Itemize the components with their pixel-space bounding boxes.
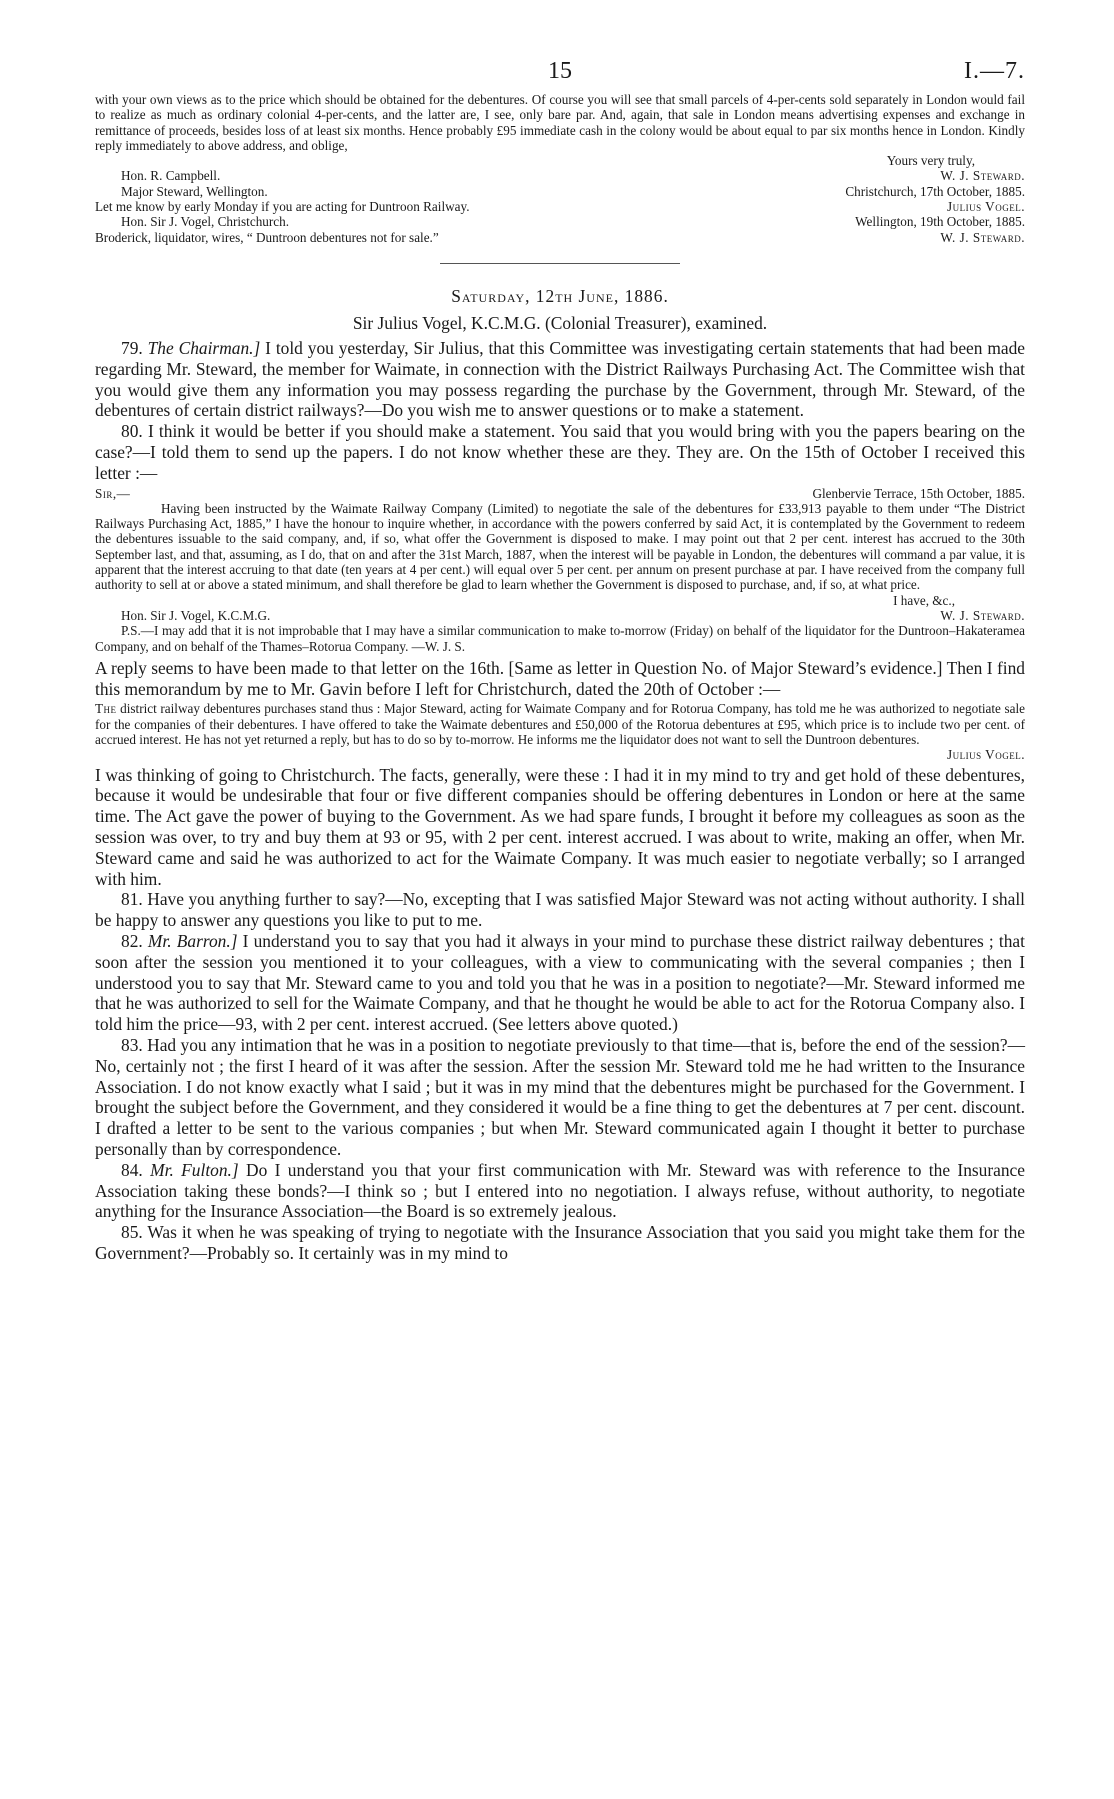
session-date: Saturday, 12th June, 1886. bbox=[451, 285, 669, 306]
letter-body: Having been instructed by the Waimate Railway Company (Limited) to negotiate the sale of the debentures for £33,913 payable to them under “The District Railways Purchasing Act, 1885,” I have the honour to inquire whether, in accordance with the powers conferred by said Act, it is contemplated by the Government to redeem the debentures issuable to the said company, and, if so, what offer the Government is disposed to make. I may point out that 2 per cent. interest has accrued to the 30th September last, and that, assuming, as I do, that on and after the 31st March, 1887, when the interest will be payable in London, the debentures will command a par value, it is apparent that the interest accruing to that date (ten years at 4 per cent.) will equal over 5 per cent. per annum on present purchase at par. I have received from the company full authority to sell at or above a stated minimum, and shall therefore be glad to learn whether the Government is disposed to purchase, and, if so, at what price. bbox=[95, 500, 1025, 593]
question-number: 84. bbox=[121, 1159, 143, 1180]
speaker: Mr. Barron.] bbox=[147, 930, 238, 951]
reply-paragraph: A reply seems to have been made to that letter on the 16th. [Same as letter in Question No. of Major Steward’s evidence.] Then I find this memorandum by me to Mr. Gavin before I left for Christchurch, dated the 20th of October :— bbox=[95, 657, 1025, 699]
question-number: 83. bbox=[121, 1034, 143, 1055]
question-text: Had you any intimation that he was in a position to negotiate previously to that time—that is, before the end of the session?—No, certainly not ; the first I heard of it was after the session. After the session Mr. Steward told me he had written to the Insurance Association. I do not know exactly what I said ; but it was in my mind that the debentures might be purchased for the Government. I brought the subject before the Government, and they considered it would be a fine thing to get the debentures at 7 per cent. discount. I drafted a letter to be sent to the various companies ; but when Mr. Steward communicated again I thought it better to purchase personally than by correspondence. bbox=[95, 1034, 1025, 1159]
question-text: I think it would be better if you should make a statement. You said that you would bring with you the papers bearing on the case?—I told them to send up the papers. I do not know whether these are they. They are. On the 15th of October I received this letter :— bbox=[95, 421, 1026, 483]
salutation: Sir,— bbox=[95, 485, 131, 501]
memo-body bbox=[95, 701, 1025, 747]
memorandum bbox=[95, 701, 1025, 762]
question-text: I understand you to say that you had it always in your mind to purchase these district railway debentures ; that soon after the session you mentioned it to your colleagues, with a view to communicating with the several companies ; then I understood you to say that Mr. Steward came to you and told you that he was in a position to negotiate?—Mr. Steward informed me that he was authorized to sell for the Waimate Company, and that he thought he would be able to act for the Rotorua Company also. I told him the price—93, with 2 per cent. interest accrued. (See letters above quoted.) bbox=[95, 930, 1025, 1035]
signature: W. J. Steward. bbox=[940, 607, 1025, 623]
document-page bbox=[95, 58, 1025, 1264]
memo-signature: Julius Vogel. bbox=[946, 747, 1025, 763]
letter-oct-15 bbox=[95, 486, 1025, 654]
page-header bbox=[95, 58, 1025, 92]
letter-closing: I have, &c., bbox=[893, 592, 955, 608]
top-letter bbox=[95, 92, 1025, 245]
addressee: Major Steward, Wellington. bbox=[121, 183, 268, 199]
telegram-line bbox=[95, 214, 1025, 229]
telegram-line bbox=[95, 184, 1025, 199]
question-text: Have you anything further to say?—No, excepting that I was satisfied Major Steward was not acting without authority. I shall be happy to answer any questions you like to put to me. bbox=[95, 889, 1025, 931]
telegram-text: Broderick, liquidator, wires, “ Duntroon debentures not for sale.” bbox=[95, 229, 439, 245]
letter-signature-line bbox=[95, 608, 1025, 623]
question-number: 85. bbox=[121, 1222, 143, 1243]
place-date: Christchurch, 17th October, 1885. bbox=[845, 183, 1025, 199]
question-82 bbox=[95, 931, 1025, 1035]
facts-paragraph: I was thinking of going to Christchurch. The facts, generally, were these : I had it in my mind to try and get hold of these debentures, because it would be undesirable that four or five different companies should be offering debentures in London or here at the same time. The Act gave the power of buying to the Government. As we had spare funds, I brought it before my colleagues as soon as the session was over, to try and buy them at 93 or 95, with 2 per cent. interest accrued. I was about to write, making an offer, when Mr. Steward came and said he was authorized to act for the Waimate Company. It was much easier to negotiate verbally; so I arranged with him. bbox=[95, 764, 1025, 889]
letter-heading bbox=[95, 486, 1025, 501]
letter-closing: Yours very truly, bbox=[886, 153, 975, 169]
question-text: I told you yesterday, Sir Julius, that this Committee was investigating certain statements that had been made regarding Mr. Steward, the member for Waimate, in connection with the District Railways Purchasing Act. The Committee wish that you would give them any information you may possess regarding the purchase by the Government, through Mr. Steward, of the debentures of certain district railways?—Do you wish me to answer questions or to make a statement. bbox=[95, 337, 1025, 421]
signature: W. J. Steward. bbox=[940, 168, 1025, 184]
question-number: 79. bbox=[121, 337, 143, 358]
signature-line bbox=[95, 168, 1025, 183]
question-number: 81. bbox=[121, 889, 143, 910]
question-79 bbox=[95, 338, 1025, 421]
question-80 bbox=[95, 421, 1025, 483]
page-number: 15 bbox=[548, 58, 572, 84]
addressee: Hon. Sir J. Vogel, K.C.M.G. bbox=[121, 607, 271, 623]
telegram-line bbox=[95, 230, 1025, 245]
document-reference: I.—7. bbox=[964, 58, 1025, 84]
addressee: Hon. Sir J. Vogel, Christchurch. bbox=[121, 214, 290, 230]
question-text: Was it when he was speaking of trying to negotiate with the Insurance Association that you said you might take them for the Government?—Probably so. It certainly was in my mind to bbox=[95, 1222, 1025, 1263]
telegram-line bbox=[95, 199, 1025, 214]
section-divider bbox=[440, 263, 680, 264]
question-text: Do I understand you that your first communication with Mr. Steward was with reference to the Insurance Association taking these bonds?—I think so ; but I entered into no negotiation. I always refuse, without authority, to negotiate anything for the Insurance Association—the Board is so extremely jealous. bbox=[95, 1159, 1025, 1222]
question-85 bbox=[95, 1222, 1025, 1264]
telegram-text: Let me know by early Monday if you are acting for Duntroon Railway. bbox=[95, 199, 470, 215]
memo-lead: The bbox=[95, 701, 117, 717]
witness-heading: Sir Julius Vogel, K.C.M.G. (Colonial Treasurer), examined. bbox=[352, 312, 768, 333]
question-number: 82. bbox=[121, 930, 143, 951]
place-date: Wellington, 19th October, 1885. bbox=[855, 214, 1025, 230]
speaker: Mr. Fulton.] bbox=[150, 1159, 239, 1180]
letter-body: with your own views as to the price which should be obtained for the debentures. Of course you will see that small parcels of 4-per-cents sold separately in London would fail to realize as much as ordinary colonial 4-per-cents, and the latter are, I see, only bare par. And, again, that sale in London means advertising expenses and exchange in remittance of proceeds, besides loss of at least six months. Hence probably £95 immediate cash in the colony would be about equal to par six months hence in London. Kindly reply immediately to above address, and oblige, bbox=[95, 92, 1025, 153]
letter-address: Glenbervie Terrace, 15th October, 1885. bbox=[812, 485, 1025, 501]
signature: W. J. Steward. bbox=[940, 229, 1025, 245]
question-84 bbox=[95, 1160, 1025, 1222]
memo-text: district railway debentures purchases stand thus : Major Steward, acting for Waimate Company and for Rotorua Company, has told me he was authorized to negotiate sale for the companies of their debentures. I have offered to take the Waimate debentures and £50,000 of the Rotorua debentures at £95, which price is to include two per cent. of accrued interest. He has not yet returned a reply, but has to do so by to-morrow. He informs me the liquidator does not want to sell the Duntroon debentures. bbox=[95, 701, 1025, 747]
postscript: P.S.—I may add that it is not improbable that I may have a similar communication to make to-morrow (Friday) on behalf of the liquidator for the Duntroon–Hakateramea Company, and on behalf of the Thames–Rotorua Company. —W. J. S. bbox=[95, 623, 1025, 654]
question-81 bbox=[95, 889, 1025, 931]
speaker: The Chairman.] bbox=[147, 337, 261, 358]
question-83 bbox=[95, 1035, 1025, 1160]
addressee: Hon. R. Campbell. bbox=[121, 168, 221, 184]
signature: Julius Vogel. bbox=[946, 199, 1025, 215]
question-number: 80. bbox=[121, 421, 143, 442]
